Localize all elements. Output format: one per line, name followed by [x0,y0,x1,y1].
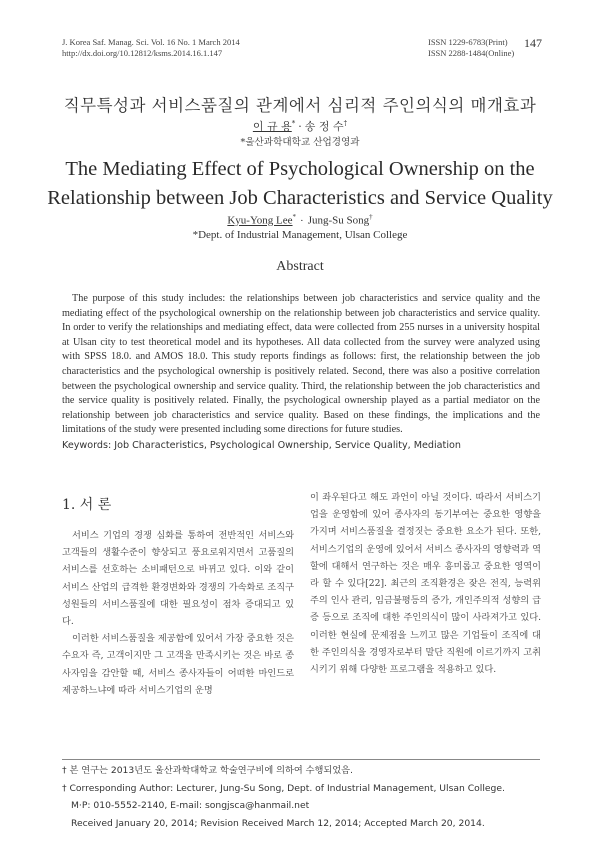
author1-en-mark: * [292,213,297,221]
author2-en-mark: † [369,213,373,221]
abstract-text: The purpose of this study includes: the relationships between job characteristics and service quality and the mediating effect of the psychological ownership on the relationship between job characteristics and service quality. In order to verify the relationships and mediating effect, data were collected from 255 nurses in a university hospital at Ulsan city to test theoretical model and its hypotheses. All data collected from the survey were analyzed using with SPSS 18.0. and AMOS 18.0. This study reports findings as follows: first, the relationship between the job characteristics and the psychological ownership is positively related. Second, there was also a positive correlation between the psychological ownership and service quality. Third, the relationship between the job characteristics and the service quality is positively related. Finally, the psychological ownership played as a partial mediator on the relationship between job characteristics and service quality. Based on these findings, the implications and the limitations of the study were presented including some directions for future studies. [62,293,540,436]
author2-en: Jung-Su Song [307,214,370,227]
title-english-line1: The Mediating Effect of Psychological Ownership on the [65,158,535,180]
affiliation-korean: *울산과학대학교 산업경영과 [240,137,360,148]
authors-korean [0,118,600,134]
title-korean: 직무특성과 서비스품질의 관계에서 심리적 주인의식의 매개효과 [63,96,537,115]
authors-english [0,213,600,227]
journal-citation: J. Korea Saf. Manag. Sci. Vol. 16 No. 1 March 2014 [62,37,240,47]
footnote-divider [62,759,540,760]
left-column [62,527,294,699]
author-separator-en: · [300,214,304,227]
footnote-funding: † 본 연구는 2013년도 울산과학대학교 학술연구비에 의하여 수행되었음. [62,765,353,776]
affiliation-english: *Dept. of Industrial Management, Ulsan College [192,229,408,241]
page-number: 147 [524,36,542,50]
footnote-corresponding: † Corresponding Author: Lecturer, Jung-Su Song, Dept. of Industrial Management, Ulsan College. [62,782,505,794]
keywords: Keywords: Job Characteristics, Psychological Ownership, Service Quality, Mediation [62,440,461,451]
right-column [310,489,541,678]
abstract-body [62,292,540,438]
left-paragraph-1: 서비스 기업의 경쟁 심화를 통하여 전반적인 서비스와 고객들의 생활수준이 향상되고 풍요로워지면서 고품질의 서비스를 선호하는 소비패턴으로 바뀌고 있다. 이와 같이 서비스 산업의 급격한 환경변화와 경쟁의 가속화로 조직구성원들의 서비스품질에 대한 필요성이 점차 증대되고 있다. [62,530,294,628]
footnote-dates: Received January 20, 2014; Revision Received March 12, 2014; Accepted March 20, 2014. [71,817,485,829]
right-paragraph-1: 이 좌우된다고 해도 과언이 아닐 것이다. 따라서 서비스기업을 운영함에 있어 종사자의 동기부여는 중요한 영향을 가지며 서비스품질을 결정짓는 중요한 요소가 된다. 또한, 서비스기업의 운영에 있어서 서비스 종사자의 영향력과 역할에 대해서 연구하는 것은 매우 흥미롭고 중요한 영역이라 할 수 있다[22]. 최근의 조직환경은 잦은 전직, 능력위주의 인사 관리, 임금불평등의 증가, 개인주의적 성향의 급증 등으로 조직에 대한 주인의식이 많이 사라져가고 있다. 이러한 현실에 문제점을 느끼고 많은 기업들이 조직에 대한 주인의식을 경영자로부터 말단 직원에 이르기까지 고취시키기 위해 다양한 프로그램을 적용하고 있다. [310,492,541,676]
left-paragraph-2: 이러한 서비스품질을 제공함에 있어서 가장 중요한 것은 수요자 즉, 고객이지만 그 고객을 만족시키는 것은 바로 종사자임을 감안할 때, 서비스 종사자들이 어떠한 마인드로 제공하느냐에 따라 서비스기업의 운명 [62,633,294,696]
footnote-contact: M·P: 010-5552-2140, E-mail: songjsca@hanmail.net [71,800,310,811]
issn-print: ISSN 1229-6783(Print) [428,37,508,47]
title-english-line2: Relationship between Job Characteristics and Service Quality [47,187,553,209]
author2-kr: 송 정 수 [304,120,344,133]
section-title: 1. 서 론 [62,497,112,513]
doi-link[interactable]: http://dx.doi.org/10.12812/ksms.2014.16.1.147 [62,48,223,58]
abstract-heading: Abstract [276,259,324,274]
author-separator-kr: · [298,120,302,133]
author2-kr-mark: † [343,119,348,128]
author1-kr-mark: * [291,119,296,128]
author1-kr: 이 규 용 [252,120,292,133]
author1-en: Kyu-Yong Lee [227,214,293,227]
footnotes [62,762,540,832]
issn-online: ISSN 2288-1484(Online) [428,48,515,58]
